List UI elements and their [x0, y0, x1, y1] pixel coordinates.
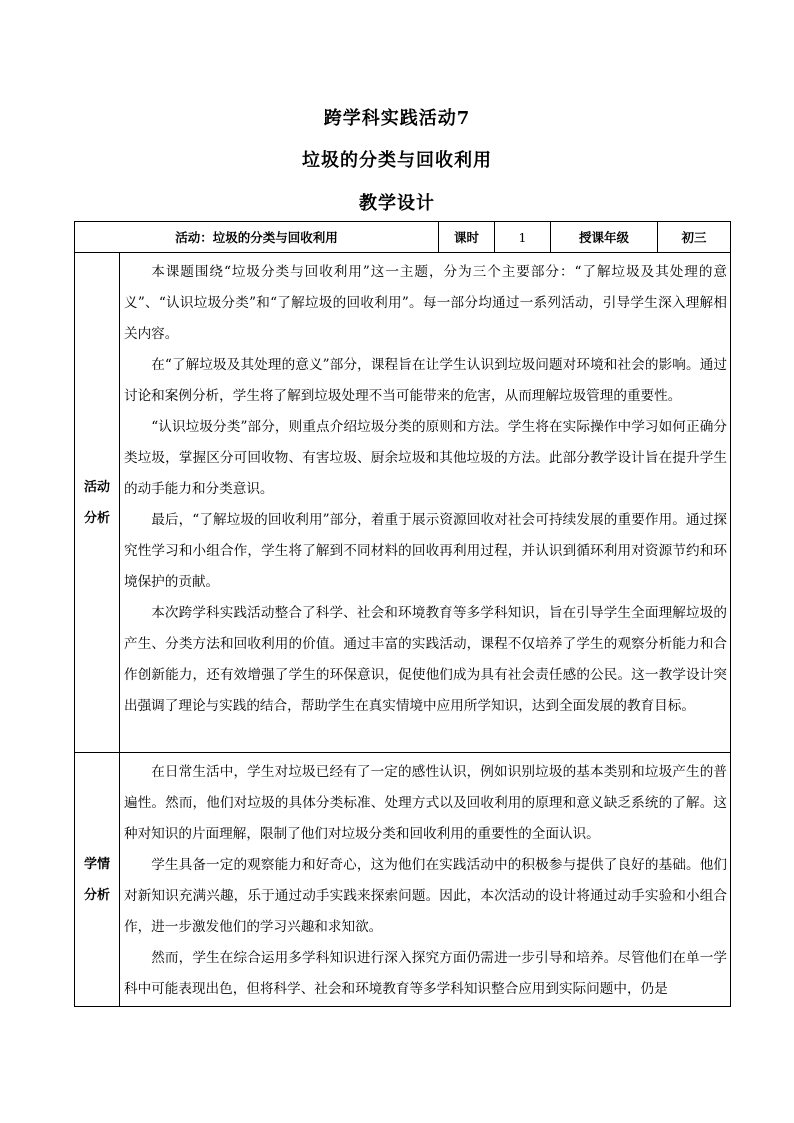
student-analysis-label: [75, 753, 120, 1007]
activity-analysis-row: [75, 253, 731, 753]
paragraph: 然而，学生在综合运用多学科知识进行深入探究方面仍需进一步引导和培养。尽管他们在单一学科中可能表现出色，但将科学、社会和环境教育等多学科知识整合应用到实际问题中，仍是: [124, 950, 728, 997]
paragraph: 学生具备一定的观察能力和好奇心，这为他们在实践活动中的积极参与提供了良好的基础。他们对新知识充满兴趣，乐于通过动手实践来探索问题。因此，本次活动的设计将通过动手实验和小组合作，进一步激发他们的学习兴趣和求知欲。: [124, 857, 728, 935]
paragraph: 在“了解垃圾及其处理的意义”部分，课程旨在让学生认识到垃圾问题对环境和社会的影响。通过讨论和案例分析，学生将了解到垃圾处理不当可能带来的危害，从而理解垃圾管理的重要性。: [124, 357, 728, 404]
document-title: 跨学科实践活动7: [323, 108, 471, 129]
student-analysis-content: [120, 753, 731, 1007]
paragraph: “认识垃圾分类”部分，则重点介绍垃圾分类的原则和方法。学生将在实际操作中学习如何正确分类垃圾，掌握区分可回收物、有害垃圾、厨余垃圾和其他垃圾的方法。此部分教学设计旨在提升学生的动手能力和分类意识。: [124, 419, 728, 497]
activity-analysis-label: [75, 253, 120, 753]
activity-name-cell: 活动：垃圾的分类与回收利用: [75, 222, 439, 253]
paragraph: 最后，“了解垃圾的回收利用”部分，着重于展示资源回收对社会可持续发展的重要作用。通过探究性学习和小组合作，学生将了解到不同材料的回收再利用过程，并认识到循环利用对资源节约和环境保护的贡献。: [124, 512, 728, 590]
document-subtitle: 垃圾的分类与回收利用: [302, 150, 492, 171]
hours-label-cell: 课时: [439, 222, 495, 253]
table-header-row: [75, 222, 731, 253]
label-line: 分析: [83, 887, 110, 903]
label-line: 分析: [83, 510, 110, 526]
hours-value-cell: 1: [495, 222, 551, 253]
label-line: 活动: [83, 479, 110, 495]
label-line: 学情: [83, 856, 110, 872]
grade-value-cell: 初三: [658, 222, 731, 253]
paragraph: 本课题围绕“垃圾分类与回收利用”这一主题，分为三个主要部分：“了解垃圾及其处理的意义”、“认识垃圾分类”和“了解垃圾的回收利用”。每一部分均通过一系列活动，引导学生深入理解相关内容。: [124, 264, 728, 342]
document-heading: 教学设计: [359, 193, 435, 214]
activity-analysis-content: [120, 253, 731, 753]
grade-label-cell: 授课年级: [551, 222, 658, 253]
student-analysis-row: [75, 753, 731, 1007]
paragraph: 在日常生活中，学生对垃圾已经有了一定的感性认识，例如识别垃圾的基本类别和垃圾产生的普遍性。然而，他们对垃圾的具体分类标准、处理方式以及回收利用的原理和意义缺乏系统的了解。这种对知识的片面理解，限制了他们对垃圾分类和回收利用的重要性的全面认识。: [124, 764, 728, 842]
lesson-design-table: [74, 221, 731, 1007]
paragraph: 本次跨学科实践活动整合了科学、社会和环境教育等多学科知识，旨在引导学生全面理解垃圾的产生、分类方法和回收利用的价值。通过丰富的实践活动，课程不仅培养了学生的观察分析能力和合作创新能力，还有效增强了学生的环保意识，促使他们成为具有社会责任感的公民。这一教学设计突出强调了理论与实践的结合，帮助学生在真实情境中应用所学知识，达到全面发展的教育目标。: [124, 605, 728, 714]
